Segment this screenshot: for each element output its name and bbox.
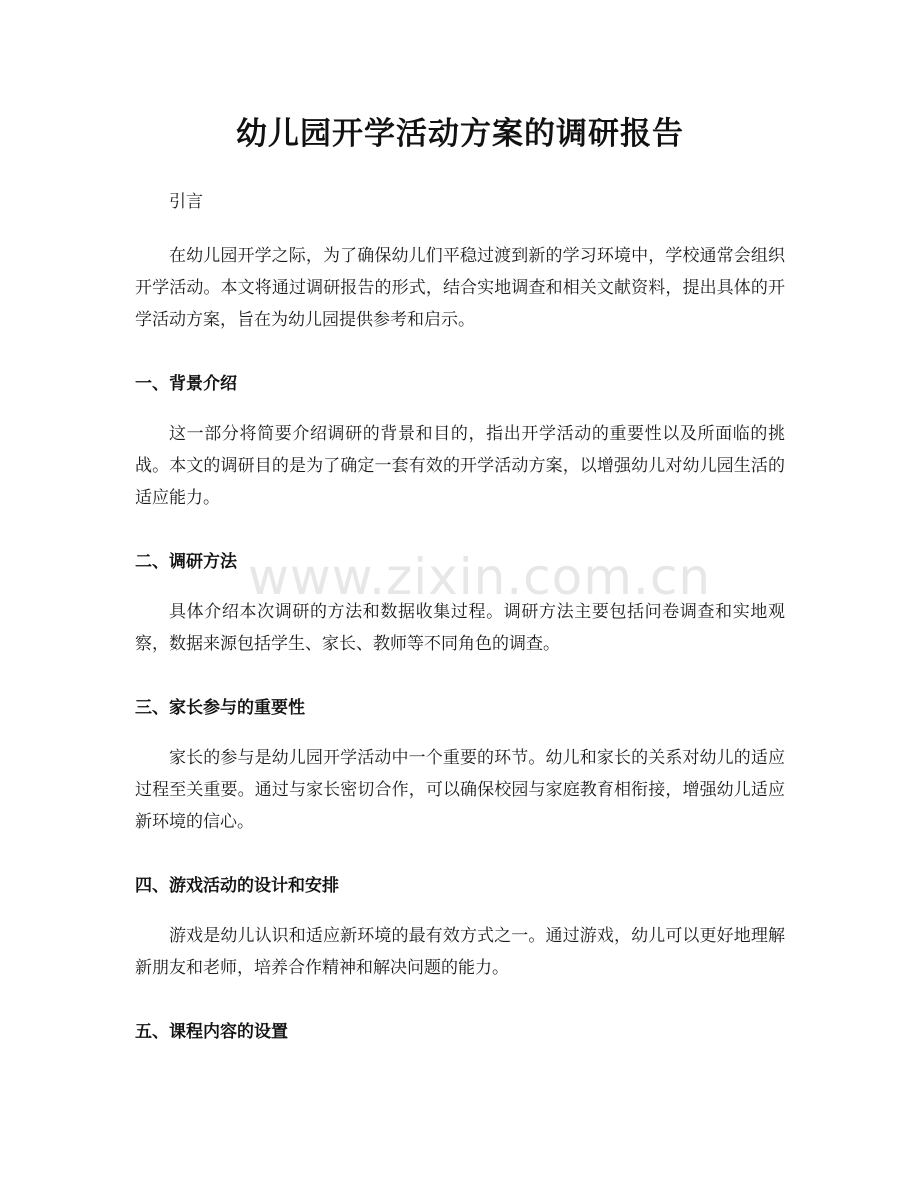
section-paragraph-background: 这一部分将简要介绍调研的背景和目的，指出开学活动的重要性以及所面临的挑战。本文的调研目的是为了确定一套有效的开学活动方案，以增强幼儿对幼儿园生活的适应能力。	[135, 424, 785, 508]
watermark: www.zixin.com.cn	[248, 548, 712, 606]
section-heading-parents: 三、家长参与的重要性	[135, 698, 305, 718]
document-title: 幼儿园开学活动方案的调研报告	[236, 116, 684, 152]
section-heading-curriculum: 五、课程内容的设置	[135, 1022, 288, 1042]
section-heading-method: 二、调研方法	[135, 552, 237, 572]
document-body	[135, 186, 785, 1066]
intro-paragraph: 在幼儿园开学之际，为了确保幼儿们平稳过渡到新的学习环境中，学校通常会组织开学活动。本文将通过调研报告的形式，结合实地调查和相关文献资料，提出具体的开学活动方案，旨在为幼儿园提供参考和启示。	[135, 246, 785, 330]
section-paragraph-parents: 家长的参与是幼儿园开学活动中一个重要的环节。幼儿和家长的关系对幼儿的适应过程至关重要。通过与家长密切合作，可以确保校园与家庭教育相衔接，增强幼儿适应新环境的信心。	[135, 748, 785, 832]
section-heading-games: 四、游戏活动的设计和安排	[135, 876, 339, 896]
section-paragraph-games: 游戏是幼儿认识和适应新环境的最有效方式之一。通过游戏，幼儿可以更好地理解新朋友和老师，培养合作精神和解决问题的能力。	[135, 926, 785, 978]
intro-label: 引言	[169, 192, 203, 212]
section-heading-background: 一、背景介绍	[135, 374, 237, 394]
section-paragraph-method: 具体介绍本次调研的方法和数据收集过程。调研方法主要包括问卷调查和实地观察，数据来源包括学生、家长、教师等不同角色的调查。	[135, 602, 785, 654]
